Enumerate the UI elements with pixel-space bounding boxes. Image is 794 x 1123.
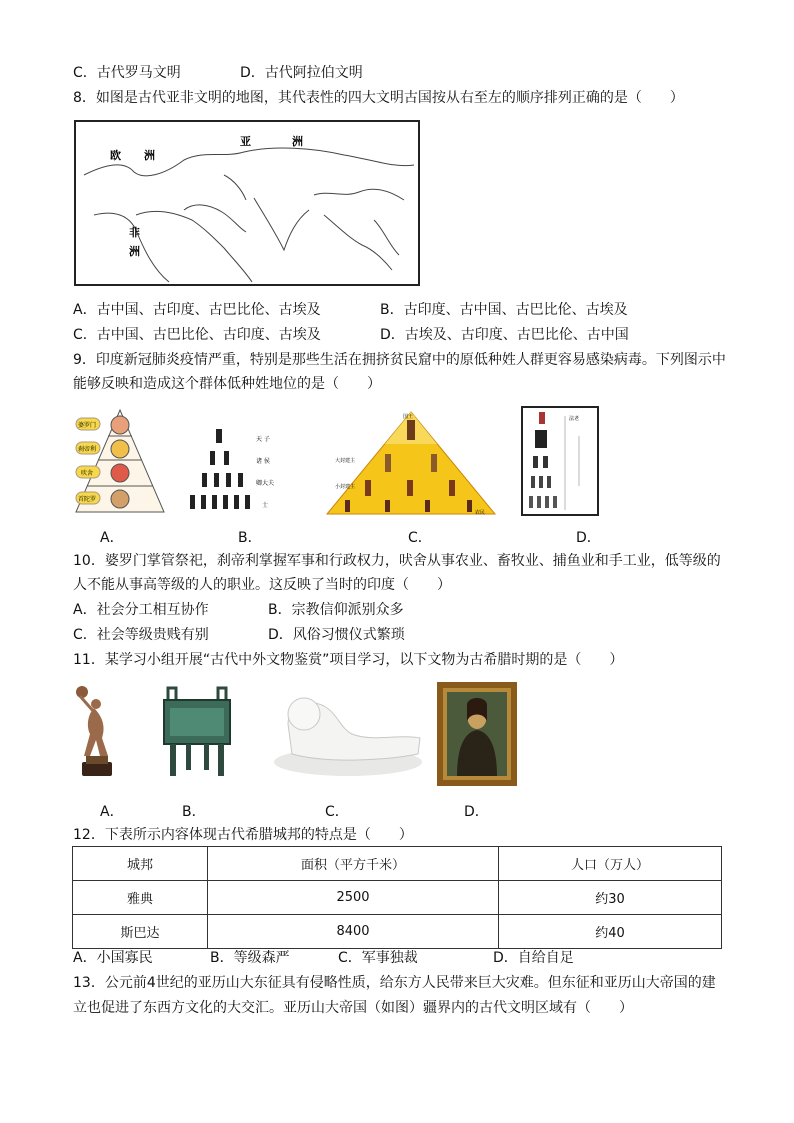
q11-stem: 11．某学习小组开展“古代中外文物鉴赏”项目学习，以下文物为古希腊时期的是（ ） [73, 652, 624, 668]
q9-caption-a: A． [100, 530, 124, 546]
egypt-hierarchy-figure [521, 406, 599, 516]
q9-caption-c: C． [408, 530, 432, 546]
zhou-label-shi: 士 [262, 502, 269, 509]
q7-option-d: D．古代阿拉伯文明 [240, 65, 363, 81]
discus-thrower-statue [72, 682, 122, 780]
feudal-label-small-lord: 小封建主 [335, 484, 356, 490]
afro-asia-map [74, 120, 420, 286]
caste-label-vaishya: 吠舍 [81, 470, 94, 477]
table-cell: 2500 [208, 881, 499, 915]
q9-stem-2: 能够反映和造成这个群体低种姓地位的是（ ） [73, 376, 381, 392]
city-state-table [72, 846, 722, 949]
q7-option-c: C．古代罗马文明 [73, 65, 181, 81]
table-cell: 约40 [499, 915, 722, 949]
table-header-row [73, 847, 722, 881]
q12-option-d: D．自给自足 [493, 950, 574, 966]
map-label-asia-2: 洲 [292, 135, 303, 148]
zhou-hierarchy-figure [184, 425, 284, 517]
q12-stem: 12．下表所示内容体现古代希腊城邦的特点是（ ） [73, 827, 413, 843]
egypt-label-pharaoh: 法老 [569, 416, 580, 422]
map-label-africa-1: 非 [129, 226, 140, 239]
q11-caption-d: D． [464, 804, 489, 820]
zhou-label-qingdafu: 卿大夫 [256, 480, 275, 487]
q12-option-b: B．等级森严 [210, 950, 290, 966]
q11-caption-a: A． [100, 804, 124, 820]
q11-caption-c: C． [325, 804, 349, 820]
q8-option-a: A．古中国、古印度、古巴比伦、古埃及 [73, 302, 321, 318]
zhou-label-zhuhou: 诸 侯 [256, 458, 270, 465]
feudal-label-king: 国王 [403, 414, 414, 420]
map-label-europe-1: 欧 [110, 149, 121, 162]
feudal-pyramid-figure [325, 410, 497, 516]
q10-stem-1: 10．婆罗门掌管祭祀，刹帝利掌握军事和行政权力，吠舍从事农业、畜牧业、捕鱼业和手工业，低等级的 [73, 553, 721, 569]
table-row [73, 881, 722, 915]
caste-label-brahmin: 婆罗门 [78, 422, 97, 429]
caste-pyramid-figure [74, 408, 166, 514]
table-cell: 8400 [208, 915, 499, 949]
q12-option-c: C．军事独裁 [338, 950, 418, 966]
q9-stem-1: 9．印度新冠肺炎疫情严重，特别是那些生活在拥挤贫民窟中的原低种姓人群更容易感染病毒。下列图示中 [73, 352, 726, 368]
map-label-asia-1: 亚 [240, 135, 251, 148]
table-header-cell: 人口（万人） [499, 847, 722, 881]
bronze-ding-vessel [160, 684, 234, 780]
q12-option-a: A．小国寡民 [73, 950, 153, 966]
caste-label-kshatriya: 刹帝利 [78, 446, 97, 453]
q8-option-c: C．古中国、古巴比伦、古印度、古埃及 [73, 327, 321, 343]
feudal-label-peasant: 农民 [475, 510, 486, 516]
map-label-africa-2: 洲 [129, 245, 140, 258]
q11-caption-b: B． [182, 804, 206, 820]
table-cell: 约30 [499, 881, 722, 915]
mona-lisa-painting [437, 682, 517, 786]
q10-option-b: B．宗教信仰派别众多 [268, 602, 404, 618]
q10-option-c: C．社会等级贵贱有别 [73, 627, 209, 643]
table-row [73, 915, 722, 949]
caste-label-shudra: 首陀罗 [78, 496, 97, 503]
zhou-label-tianzi: 天 子 [256, 436, 270, 443]
q8-option-d: D．古埃及、古印度、古巴比伦、古中国 [380, 327, 629, 343]
q13-stem-2: 立也促进了东西方文化的大交汇。亚历山大帝国（如图）疆界内的古代文明区域有（ ） [73, 1000, 633, 1016]
q9-caption-d: D． [576, 530, 601, 546]
q10-option-a: A．社会分工相互协作 [73, 602, 209, 618]
q8-stem: 8．如图是古代亚非文明的地图，其代表性的四大文明古国按从右至左的顺序排列正确的是（ ） [73, 90, 684, 106]
table-cell: 雅典 [73, 881, 208, 915]
q9-caption-b: B． [238, 530, 262, 546]
table-cell: 斯巴达 [73, 915, 208, 949]
table-header-cell: 城邦 [73, 847, 208, 881]
q8-option-b: B．古印度、古中国、古巴比伦、古埃及 [380, 302, 628, 318]
q10-stem-2: 人不能从事高等级的人的职业。这反映了当时的印度（ ） [73, 577, 451, 593]
q10-option-d: D．风俗习惯仪式繁琐 [268, 627, 405, 643]
q13-stem-1: 13．公元前4世纪的亚历山大东征具有侵略性质，给东方人民带来巨大灾难。但东征和亚历山大帝国的建 [73, 975, 716, 991]
feudal-label-great-lord: 大封建主 [335, 458, 356, 464]
porcelain-baby-pillow [268, 684, 428, 780]
table-header-cell: 面积（平方千米） [208, 847, 499, 881]
map-label-europe-2: 洲 [144, 149, 155, 162]
